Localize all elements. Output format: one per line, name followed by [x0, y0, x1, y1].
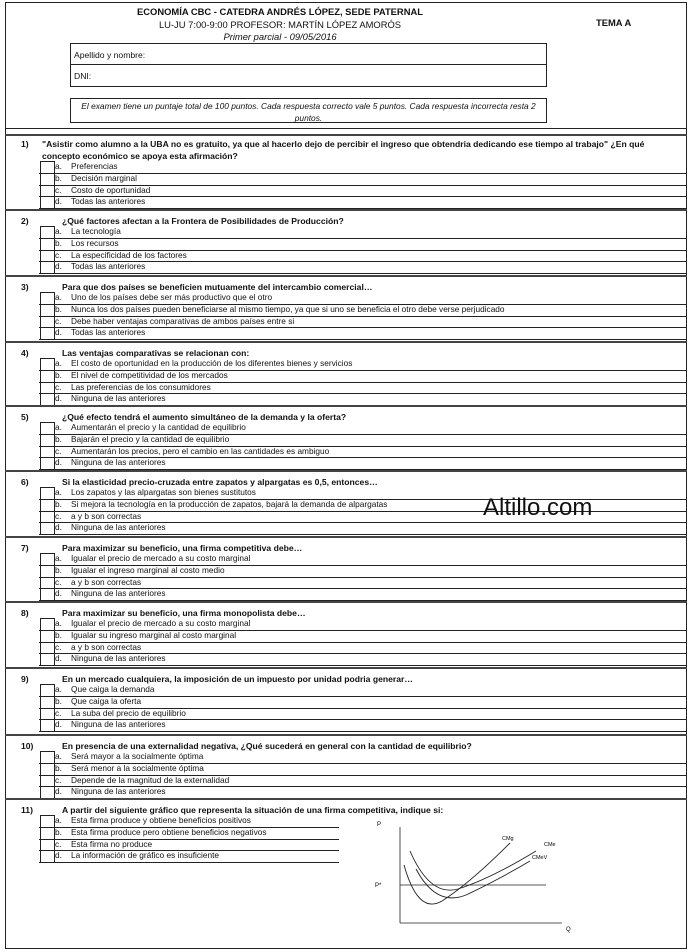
option-text: Debe haber ventajas comparativas de ambos países entre si — [71, 315, 295, 326]
option-letter: a. — [55, 292, 62, 302]
option-letter: d. — [55, 653, 62, 664]
option-text: a y b son correctas — [71, 641, 142, 652]
question-number: 10) — [21, 741, 34, 751]
answer-option — [55, 457, 166, 468]
option-text: Uno de los países debe ser más productivo que el otro — [71, 292, 273, 302]
name-field[interactable] — [70, 43, 547, 65]
question-divider — [5, 470, 687, 472]
option-letter: d. — [55, 457, 62, 468]
header-divider — [5, 128, 687, 129]
question-block — [5, 539, 687, 604]
option-text: Los recursos — [71, 237, 119, 248]
question-divider — [5, 734, 687, 736]
option-letter: b. — [55, 172, 62, 183]
answer-option — [55, 185, 150, 196]
option-text: Ninguna de las anteriores — [71, 522, 166, 533]
answer-option — [55, 327, 145, 338]
graph-cmg-curve — [404, 843, 510, 904]
option-letter: a. — [55, 358, 62, 368]
question-number: 2) — [21, 216, 29, 226]
option-letter: b. — [55, 564, 62, 575]
question-number: 5) — [21, 412, 29, 422]
option-text: Nunca los dos países pueden beneficiarse al mismo tiempo, ya que si uno se beneficia el otro debe verse perjudicado — [71, 303, 505, 314]
option-text: Los zapatos y las alpargatas son bienes sustitutos — [71, 487, 256, 497]
question-text: Para maximizar su beneficio, una firma competitiva debe… — [62, 543, 303, 553]
option-letter: c. — [55, 774, 62, 785]
watermark: Altillo.com — [483, 494, 593, 521]
question-block — [5, 801, 687, 949]
answer-option — [55, 499, 387, 510]
option-letter: c. — [55, 510, 62, 521]
question-number: 1) — [21, 139, 29, 149]
answer-option — [55, 815, 251, 826]
option-text: Igualar el ingreso marginal al costo medio — [71, 564, 225, 575]
answer-option — [55, 653, 166, 664]
option-text: Será menor a la socialmente óptima — [71, 762, 204, 773]
option-letter: a. — [55, 226, 62, 236]
option-text: Ninguna de las anteriores — [71, 719, 166, 730]
answer-option — [55, 422, 246, 433]
answer-option — [55, 684, 155, 695]
option-letter: d. — [55, 522, 62, 533]
option-letter: b. — [55, 695, 62, 706]
option-letter: a. — [55, 618, 62, 628]
option-letter: a. — [55, 815, 62, 825]
option-letter: d. — [55, 327, 62, 338]
answer-option — [55, 511, 141, 522]
option-letter: a. — [55, 684, 62, 694]
option-text: Todas las anteriores — [71, 261, 146, 272]
question-divider — [5, 341, 687, 343]
question-text: ¿Qué efecto tendrá el aumento simultáneo de la demanda y la oferta? — [62, 412, 347, 422]
answer-option — [55, 434, 229, 445]
option-text: Aumentarán el precio y la cantidad de equilibrio — [71, 422, 246, 432]
option-text: Esta firma produce pero obtiene beneficios negativos — [71, 826, 267, 837]
graph-cmev-curve — [416, 861, 530, 898]
option-text: Ninguna de las anteriores — [71, 588, 166, 599]
graph-x-label: Q — [566, 927, 571, 933]
answer-option — [55, 487, 256, 498]
answer-option — [55, 588, 166, 599]
answer-option — [55, 226, 121, 237]
option-letter: d. — [55, 196, 62, 207]
dni-field[interactable] — [70, 65, 547, 87]
answer-option — [55, 708, 186, 719]
option-letter: b. — [55, 369, 62, 380]
dni-field-label: DNI: — [74, 71, 92, 81]
option-letter: c. — [55, 576, 62, 587]
option-text: a y b son correctas — [71, 576, 142, 587]
exam-tema: TEMA A — [596, 17, 632, 28]
question-block — [5, 408, 687, 473]
answer-option — [55, 751, 203, 762]
option-text: Bajarán el precio y la cantidad de equilibrio — [71, 433, 230, 444]
answer-option — [55, 565, 225, 576]
answer-option — [55, 316, 294, 327]
question-divider — [5, 798, 687, 800]
question-text: "Asistir como alumno a la UBA no es gratuito, ya que al hacerlo dejo de percibir el ingreso que obtendria dedicando ese tiempo al trabajo" ¿En qué concepto económico se apoya esta afirmación? — [42, 139, 645, 161]
option-text: Preferencias — [71, 161, 118, 171]
answer-option — [55, 358, 352, 369]
answer-option — [55, 261, 145, 272]
answer-option — [55, 696, 141, 707]
option-letter: b. — [55, 826, 62, 837]
option-text: La especificidad de los factores — [71, 249, 187, 260]
question-divider — [5, 275, 687, 277]
exam-title: ECONOMÍA CBC - CATEDRA ANDRÉS LÓPEZ, SEDE PATERNAL — [137, 6, 423, 17]
graph-curve-label-cme: CMe — [544, 842, 556, 848]
question-block — [5, 344, 687, 408]
answer-option — [55, 839, 152, 850]
answer-option — [55, 618, 250, 629]
answer-option — [55, 850, 219, 861]
option-text: La tecnología — [71, 226, 121, 236]
answer-option — [55, 719, 166, 730]
question-text: A partir del siguiente gráfico que representa la situación de una firma competitiva, indique si: — [62, 805, 444, 815]
question-block — [5, 604, 687, 670]
option-text: La suba del precio de equilibrio — [71, 707, 186, 718]
option-letter: a. — [55, 751, 62, 761]
question-divider — [5, 405, 687, 407]
question-number: 3) — [21, 282, 29, 292]
option-letter: d. — [55, 393, 62, 404]
option-text: Igualar el precio de mercado a su costo marginal — [71, 618, 251, 628]
question-text: En presencia de una externalidad negativa, ¿Qué sucederá en general con la cantidad de equilibrio? — [62, 741, 472, 751]
question-block — [5, 212, 687, 278]
option-text: Aumentarán los precios, pero el cambio en las cantidades es ambiguo — [71, 445, 330, 456]
option-letter: d. — [55, 588, 62, 599]
scoring-note: El examen tiene un puntaje total de 100 puntos. Cada respuesta correcto vale 5 puntos. Cada respuesta incorrecta resta 2 puntos. — [70, 98, 547, 123]
option-text: Todas las anteriores — [71, 196, 146, 207]
option-text: Esta firma produce y obtiene beneficios positivos — [71, 815, 251, 825]
answer-option — [55, 370, 228, 381]
option-text: Depende de la magnitud de la externalidad — [71, 774, 230, 785]
option-text: Si mejora la tecnología en la producción de zapatos, bajará la demanda de alpargatas — [71, 498, 388, 509]
question-text: Las ventajas comparativas se relacionan con: — [62, 348, 250, 358]
answer-option — [55, 196, 145, 207]
option-letter: d. — [55, 719, 62, 730]
question-text: Para maximizar su beneficio, una firma monopolista debe… — [62, 608, 306, 618]
question-divider — [5, 601, 687, 603]
option-text: Ninguna de las anteriores — [71, 457, 166, 468]
question-divider — [5, 209, 687, 211]
answer-option — [55, 763, 204, 774]
answer-option — [55, 775, 229, 786]
answer-option — [55, 786, 166, 797]
option-underline — [39, 731, 687, 732]
question-number: 9) — [21, 674, 29, 684]
option-letter: b. — [55, 498, 62, 509]
question-block — [5, 278, 687, 344]
option-letter: b. — [55, 237, 62, 248]
graph-y-label: P — [377, 822, 382, 828]
option-text: El nivel de competitividad de los mercados — [71, 369, 228, 380]
option-text: Decisión marginal — [71, 172, 137, 183]
answer-option — [55, 446, 329, 457]
option-letter: a. — [55, 487, 62, 497]
graph-cme-curve — [410, 851, 536, 890]
option-letter: c. — [55, 641, 62, 652]
question-text: Si la elasticidad precio-cruzada entre zapatos y alpargatas es 0,5, entonces… — [62, 477, 378, 487]
option-text: a y b son correctas — [71, 510, 142, 521]
question-block — [5, 135, 687, 212]
option-letter: b. — [55, 762, 62, 773]
option-text: Igualar su ingreso marginal al costo marginal — [71, 629, 237, 640]
cost-curves-graph — [370, 815, 580, 935]
question-divider — [5, 536, 687, 538]
question-number: 11) — [21, 805, 33, 815]
option-letter: c. — [55, 249, 62, 260]
option-letter: c. — [55, 315, 62, 326]
answer-option — [55, 553, 250, 564]
answer-option — [55, 630, 236, 641]
question-number: 4) — [21, 348, 29, 358]
option-letter: d. — [55, 261, 62, 272]
option-text: Esta firma no produce — [71, 838, 153, 849]
question-text: Para que dos países se beneficien mutuamente del intercambio comercial… — [62, 282, 373, 292]
option-letter: c. — [55, 184, 62, 195]
option-text: Las preferencias de los consumidores — [71, 381, 211, 392]
option-letter: c. — [55, 445, 62, 456]
exam-date: Primer parcial - 09/05/2016 — [223, 31, 337, 42]
answer-option — [55, 382, 211, 393]
option-text: Que caiga la demanda — [71, 684, 155, 694]
option-letter: a. — [55, 422, 62, 432]
answer-option — [55, 393, 166, 404]
name-field-label: Apellido y nombre: — [74, 50, 146, 60]
answer-option — [55, 304, 505, 315]
option-letter: a. — [55, 161, 62, 171]
option-letter: b. — [55, 303, 62, 314]
option-letter: c. — [55, 838, 62, 849]
graph-curve-label-cmg: CMg — [502, 836, 514, 842]
option-text: Igualar el precio de mercado a su costo marginal — [71, 553, 251, 563]
option-text: Ninguna de las anteriores — [71, 653, 166, 664]
option-letter: a. — [55, 553, 62, 563]
option-letter: b. — [55, 433, 62, 444]
option-letter: b. — [55, 629, 62, 640]
graph-price-label: P* — [375, 883, 382, 889]
option-letter: c. — [55, 707, 62, 718]
question-number: 7) — [21, 543, 29, 553]
answer-option — [55, 173, 137, 184]
answer-option — [55, 522, 166, 533]
option-underline — [39, 238, 687, 239]
answer-option — [55, 161, 118, 172]
answer-option — [55, 577, 141, 588]
option-text: La información de gráfico es insuficiente — [71, 850, 220, 861]
question-block — [5, 737, 687, 801]
question-block — [5, 670, 687, 737]
option-text: Ninguna de las anteriores — [71, 786, 166, 797]
question-text: ¿Qué factores afectan a la Frontera de Posibilidades de Producción? — [62, 216, 344, 226]
option-letter: c. — [55, 381, 62, 392]
question-number: 6) — [21, 477, 29, 487]
option-underline — [39, 862, 339, 863]
question-divider — [5, 667, 687, 669]
option-letter: d. — [55, 786, 62, 797]
option-text: El costo de oportunidad en la producción de los diferentes bienes y servicios — [71, 358, 353, 368]
answer-option — [55, 827, 267, 838]
graph-curve-label-cmev: CMeV — [532, 855, 548, 861]
option-text: Que caiga la oferta — [71, 695, 142, 706]
answer-option — [55, 250, 187, 261]
option-text: Costo de oportunidad — [71, 184, 151, 195]
option-text: Todas las anteriores — [71, 327, 146, 338]
question-text: En un mercado cualquiera, la imposición de un impuesto por unidad podria generar… — [62, 674, 413, 684]
answer-option — [55, 292, 272, 303]
exam-schedule: LU-JU 7:00-9:00 PROFESOR: MARTÍN LÓPEZ AMORÓS — [158, 19, 402, 30]
answer-option — [55, 642, 141, 653]
option-letter: d. — [55, 850, 62, 861]
question-number: 8) — [21, 608, 29, 618]
answer-option — [55, 238, 119, 249]
option-text: Ninguna de las anteriores — [71, 393, 166, 404]
option-text: Será mayor a la socialmente óptima — [71, 751, 204, 761]
